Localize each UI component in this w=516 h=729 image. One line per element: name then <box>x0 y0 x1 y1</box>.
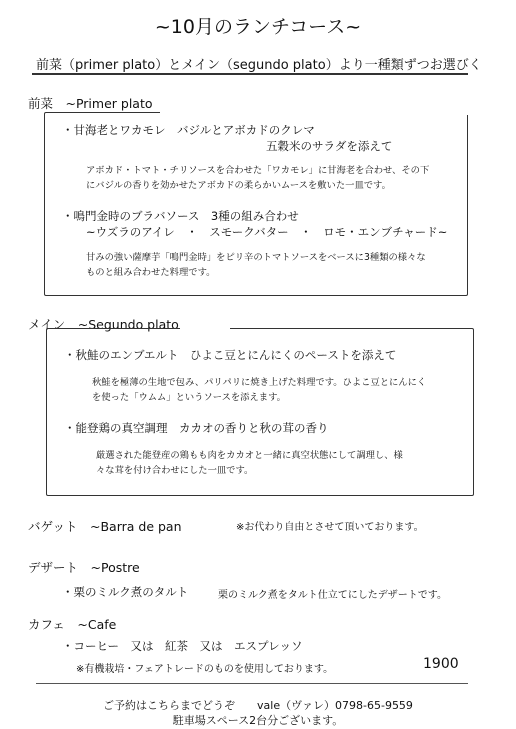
course-price: 1900 <box>423 656 459 672</box>
reservation-info: ご予約はこちらまでどうぞ vale（ヴァレ）0798-65-9559 <box>103 699 413 712</box>
starter-item-name: ・甘海老とワカモレ バジルとアボカドのクレマ <box>62 123 315 137</box>
main-item-desc: 厳選された能登産の鶏もも肉をカカオと一緒に真空状態にして調理し、様 <box>96 450 403 461</box>
main-item-desc: を使った「ウムム」というソースを添えます。 <box>92 392 286 403</box>
page-title: ~10月のランチコース~ <box>154 16 362 38</box>
dessert-item: ・栗のミルク煮のタルト <box>62 585 189 599</box>
dessert-desc: 栗のミルク煮をタルト仕立てにしたデザートです。 <box>218 590 447 601</box>
starter-item-subname: 五穀米のサラダを添えて <box>266 139 393 153</box>
parking-info: 駐車場スペース2台分ございます。 <box>172 714 344 727</box>
subtitle-underline <box>32 73 468 75</box>
main-box-gap <box>180 325 230 331</box>
starter-item-desc: アボカド・トマト・チリソースを合わせた「ワカモレ」に甘海老を合わせ、その下 <box>86 165 430 176</box>
dessert-heading: デザート ~Postre <box>28 560 140 575</box>
starter-item-desc: ものと組み合わせた料理です。 <box>86 267 216 278</box>
cafe-note: ※有機栽培・フェアトレードのものを使用しております。 <box>76 664 334 675</box>
cafe-item: ・コーヒー 又は 紅茶 又は エスプレッソ <box>62 639 303 653</box>
starter-box-gap <box>160 109 470 115</box>
footer-divider <box>36 683 468 684</box>
bread-note: ※お代わり自由とさせて頂いております。 <box>236 522 424 533</box>
starter-item-desc: にバジルの香りを効かせたアボカドの柔らかいムースを敷いた一皿です。 <box>86 180 391 191</box>
starter-heading: 前菜 ~Primer plato <box>28 96 153 111</box>
starter-item-desc: 甘みの強い薩摩芋「鳴門金時」をピリ辛のトマトソースをベースに3種類の様々な <box>86 252 426 263</box>
starter-item-name: ・鳴門金時のブラバソース 3種の組み合わせ <box>62 209 299 223</box>
starter-item-subname: ~ウズラのアイレ ・ スモークバター ・ ロモ・エンブチャード~ <box>86 225 448 239</box>
main-heading: メイン ~Segundo plato <box>28 317 179 332</box>
main-item-desc: 秋鮭を極薄の生地で包み、パリパリに焼き上げた料理です。ひよこ豆とにんにく <box>92 377 427 388</box>
main-item-name: ・能登鶏の真空調理 カカオの香りと秋の茸の香り <box>64 421 329 435</box>
course-instruction: 前菜（primer plato）とメイン（segundo plato）より一種類ずつお選びく <box>36 58 482 73</box>
main-item-desc: 々な茸を付け合わせにした一皿です。 <box>96 465 254 476</box>
main-item-name: ・秋鮭のエンブエルト ひよこ豆とにんにくのペーストを添えて <box>64 348 397 362</box>
bread-heading: バゲット ~Barra de pan <box>28 519 182 534</box>
cafe-heading: カフェ ~Cafe <box>28 617 117 632</box>
